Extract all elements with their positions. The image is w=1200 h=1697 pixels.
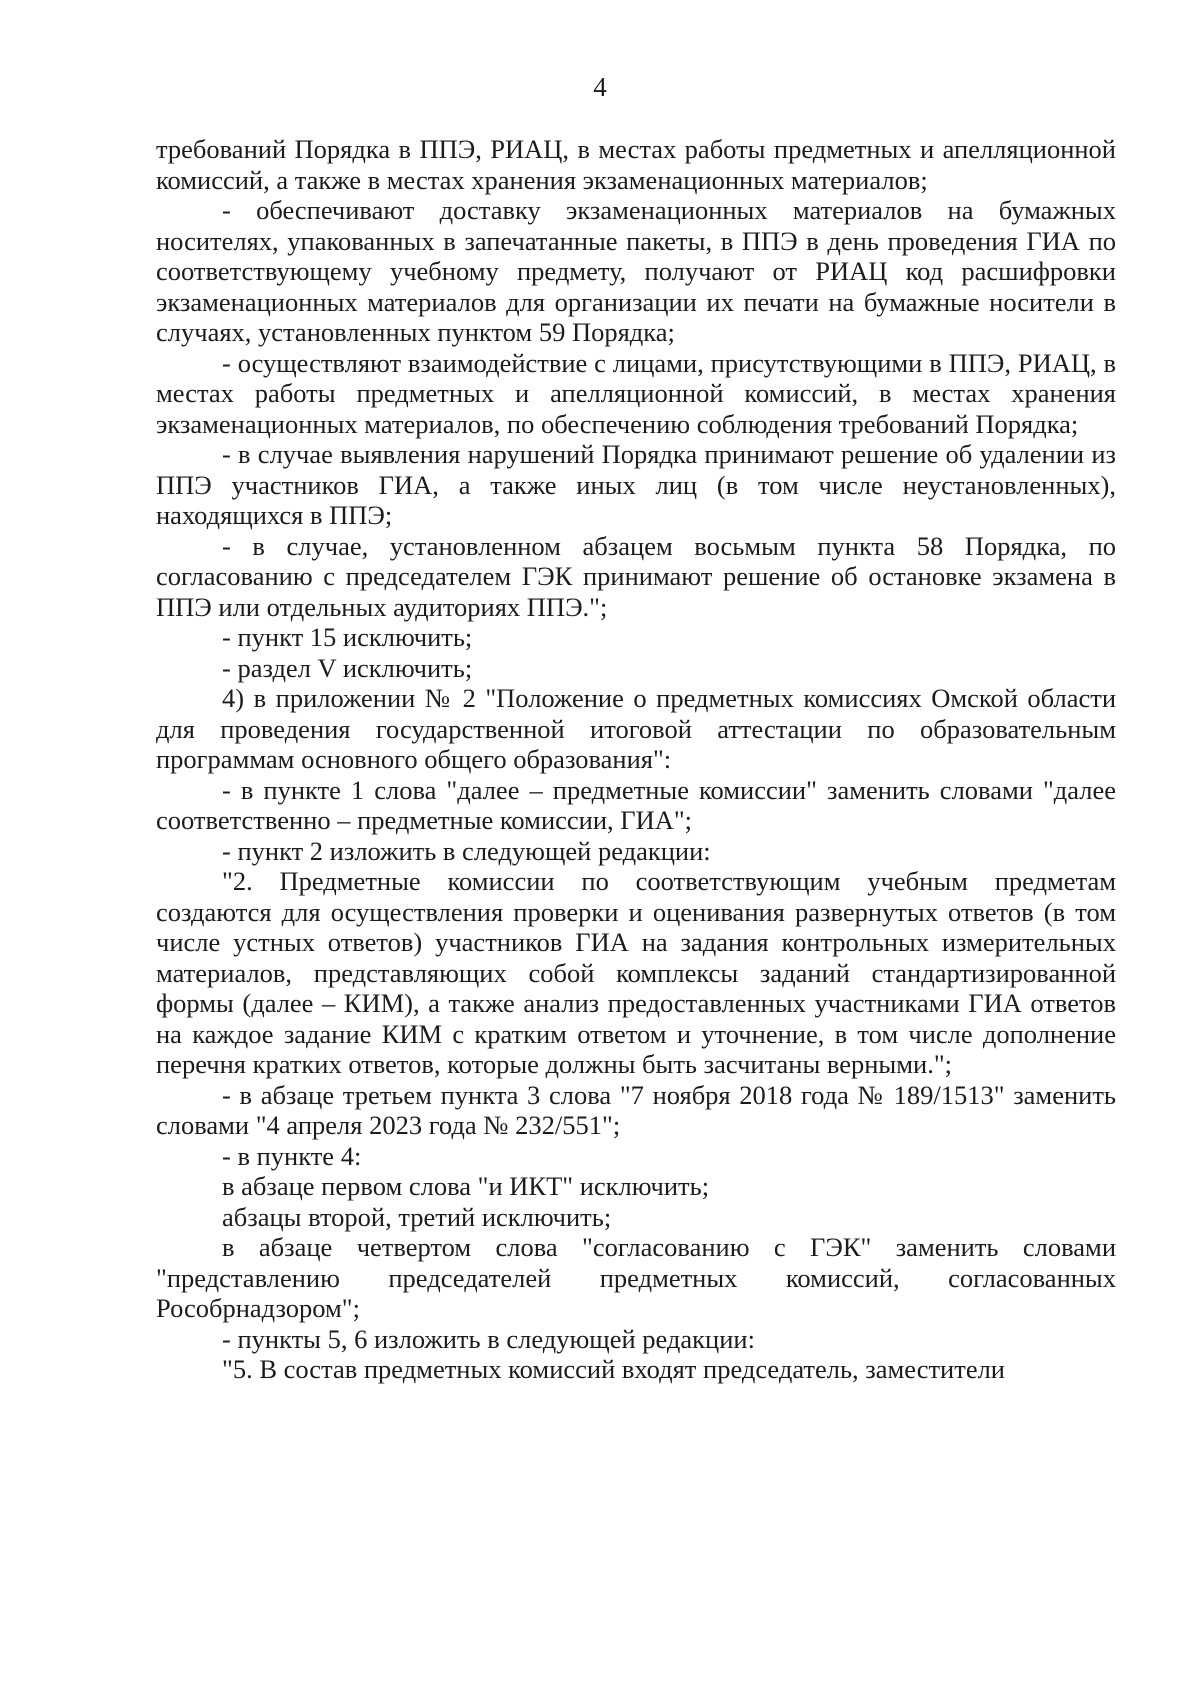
paragraph: - пункт 2 изложить в следующей редакции:	[222, 835, 711, 866]
paragraph: в абзаце первом слова "и ИКТ" исключить;	[222, 1171, 710, 1201]
paragraph: в абзаце четвертом слова "согласованию с ГЭК" заменить словами "представлению председателей предметных комиссий, согласованных Рособрнадзором";	[156, 1232, 1116, 1323]
paragraph: - в случае выявления нарушений Порядка принимают решение об удалении из ППЭ участников ГИА, а также иных лиц (в том числе неустановленных), находящихся в ППЭ;	[156, 439, 1116, 530]
paragraph: - обеспечивают доставку экзаменационных материалов на бумажных носителях, упакованных в запечатанные пакеты, в ППЭ в день проведения ГИА по соответствующему учебному предмету, получают от РИАЦ код расшифровки экзаменационных материалов для организации их печати на бумажные носители в случаях, установленных пунктом 59 Порядка;	[156, 195, 1116, 347]
paragraph: - в случае, установленном абзацем восьмым пункта 58 Порядка, по согласованию с председателем ГЭК принимают решение об остановке экзамена в ППЭ или отдельных аудиториях ППЭ.";	[156, 530, 1116, 622]
paragraph: - пункты 5, 6 изложить в следующей редакции:	[222, 1323, 755, 1354]
page-number: 4	[593, 72, 607, 102]
paragraph: "2. Предметные комиссии по соответствующим учебным предметам создаются для осуществления проверки и оценивания развернутых ответов (в том числе устных ответов) участников ГИА на задания контрольных измерительных материалов, представляющих собой комплексы заданий стандартизированной формы (далее – КИМ), а также анализ предоставленных участниками ГИА ответов на каждое задание КИМ с кратким ответом и уточнение, в том числе дополнение перечня кратких ответов, которые должны быть засчитаны верными.";	[156, 866, 1116, 1079]
paragraph: - раздел V исключить;	[222, 652, 473, 683]
paragraph: требований Порядка в ППЭ, РИАЦ, в местах работы предметных и апелляционной комиссий, а также в местах хранения экзаменационных материалов;	[156, 134, 1116, 195]
paragraph: - осуществляют взаимодействие с лицами, присутствующими в ППЭ, РИАЦ, в местах работы предметных и апелляционной комиссий, в местах хранения экзаменационных материалов, по обеспечению соблюдения требований Порядка;	[156, 347, 1116, 439]
paragraph: - пункт 15 исключить;	[222, 622, 473, 652]
document-body	[156, 134, 1116, 1385]
paragraph: - в пункте 4:	[222, 1140, 362, 1171]
paragraph: 4) в приложении № 2 "Положение о предметных комиссиях Омской области для проведения государственной итоговой аттестации по образовательным программам основного общего образования":	[156, 683, 1116, 774]
paragraph: "5. В состав предметных комиссий входят председатель, заместители	[222, 1354, 1005, 1384]
paragraph: - в пункте 1 слова "далее – предметные комиссии" заменить словами "далее соответственно – предметные комиссии, ГИА";	[156, 774, 1116, 835]
paragraph: - в абзаце третьем пункта 3 слова "7 ноября 2018 года № 189/1513" заменить словами "4 апреля 2023 года № 232/551";	[156, 1079, 1116, 1140]
paragraph: абзацы второй, третий исключить;	[222, 1201, 612, 1232]
